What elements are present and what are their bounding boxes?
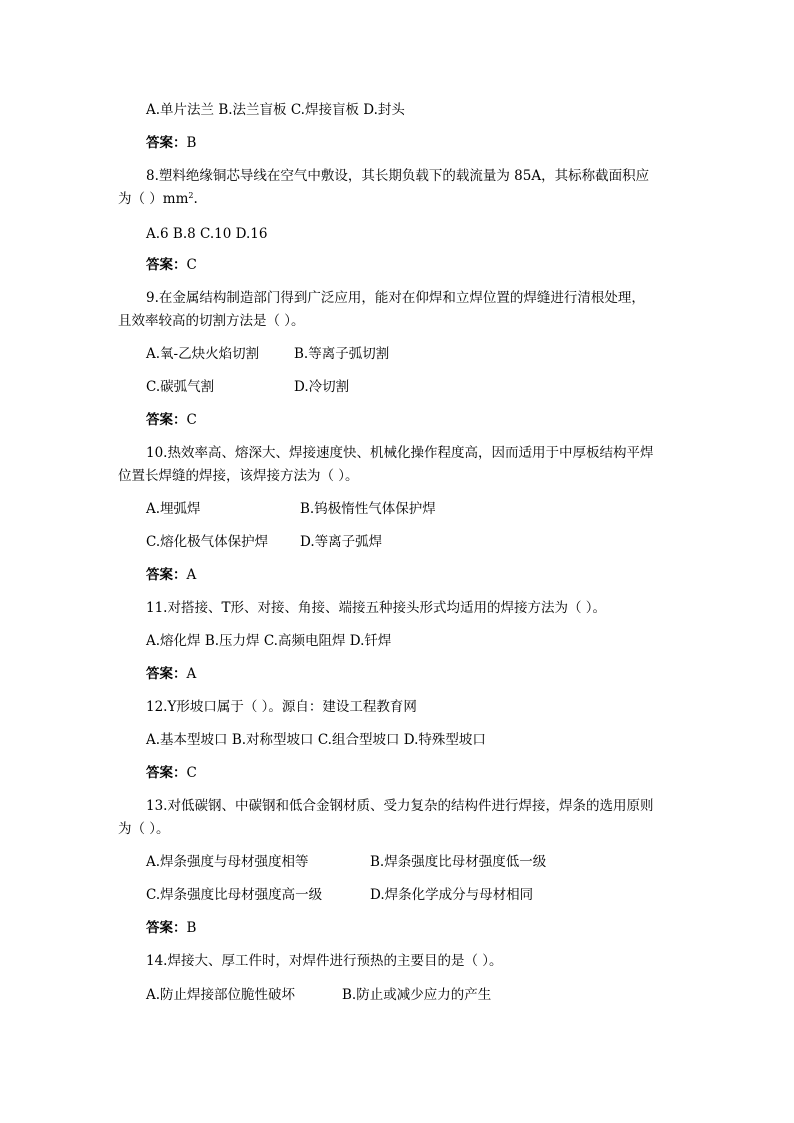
answer-label: 答案： [146,567,187,583]
q8-stem-period: . [193,191,198,207]
q13-option-b: B.焊条强度比母材强度低一级 [370,854,547,870]
answer-label: 答案： [146,412,187,428]
q10-option-d: D.等离子弧焊 [300,534,383,550]
q7-options: A.单片法兰 B.法兰盲板 C.焊接盲板 D.封头 [146,102,405,118]
q8-stem-line1: 8.塑料绝缘铜芯导线在空气中敷设，其长期负载下的载流量为 85A，其标称截面积应 [146,168,650,184]
q13-option-d: D.焊条化学成分与母材相同 [370,887,534,903]
q13-stem-line2: 为（ ）。 [118,821,170,837]
answer-value: C [186,765,197,781]
answer-label: 答案： [146,765,187,781]
q7-answer [146,134,196,152]
q10-option-b: B.钨极惰性气体保护焊 [300,501,436,517]
q10-stem-line1: 10.热效率高、熔深大、焊接速度快、机械化操作程度高，因而适用于中厚板结构平焊 [146,445,654,461]
q10-option-c: C.熔化极气体保护焊 [146,534,269,550]
q8-stem-line2 [118,190,198,208]
q12-answer [146,764,197,782]
q8-answer [146,256,197,274]
q9-option-b: B.等离子弧切割 [294,346,390,362]
q12-stem-line1: 12.Y形坡口属于（ ）。源自：建设工程教育网 [146,699,417,715]
q8-unit-superscript: 2 [188,191,194,200]
answer-value: B [186,920,197,936]
answer-value: C [186,257,197,273]
answer-value: B [186,135,197,151]
q10-option-a: A.埋弧焊 [146,501,201,517]
q9-option-d: D.冷切割 [294,379,350,395]
q11-options: A.熔化焊 B.压力焊 C.高频电阻焊 D.钎焊 [146,633,392,649]
q12-options: A.基本型坡口 B.对称型坡口 C.组合型坡口 D.特殊型坡口 [146,732,486,748]
q13-stem-line1: 13.对低碳钢、中碳钢和低合金钢材质、受力复杂的结构件进行焊接，焊条的选用原则 [146,798,654,814]
q9-stem-line2: 且效率较高的切割方法是（ ）。 [118,313,305,329]
q9-answer [146,411,197,429]
q9-stem-line1: 9.在金属结构制造部门得到广泛应用，能对在仰焊和立焊位置的焊缝进行清根处理， [146,290,645,306]
q9-option-c: C.碳弧气割 [146,379,215,395]
q14-stem-line1: 14.焊接大、厚工件时，对焊件进行预热的主要目的是（ ）。 [146,953,503,969]
q9-option-a: A.氧-乙炔火焰切割 [146,346,260,362]
q8-stem-text: 为（ ）mm [118,191,189,207]
q14-option-b: B.防止或减少应力的产生 [342,987,492,1003]
q10-stem-line2: 位置长焊缝的焊接，该焊接方法为（ ）。 [118,468,359,484]
answer-label: 答案： [146,257,187,273]
q13-option-a: A.焊条强度与母材强度相等 [146,854,309,870]
answer-label: 答案： [146,666,187,682]
q13-option-c: C.焊条强度比母材强度高一级 [146,887,323,903]
q14-option-a: A.防止焊接部位脆性破坏 [146,987,296,1003]
answer-value: C [186,412,197,428]
q8-options: A.6 B.8 C.10 D.16 [146,226,268,242]
answer-value: A [186,666,197,682]
q11-stem-line1: 11.对搭接、T形、对接、角接、端接五种接头形式均适用的焊接方法为（ ）。 [146,600,607,616]
answer-label: 答案： [146,135,187,151]
answer-value: A [186,567,197,583]
q11-answer [146,665,196,683]
answer-label: 答案： [146,920,187,936]
q13-answer [146,919,196,937]
q10-answer [146,566,196,584]
